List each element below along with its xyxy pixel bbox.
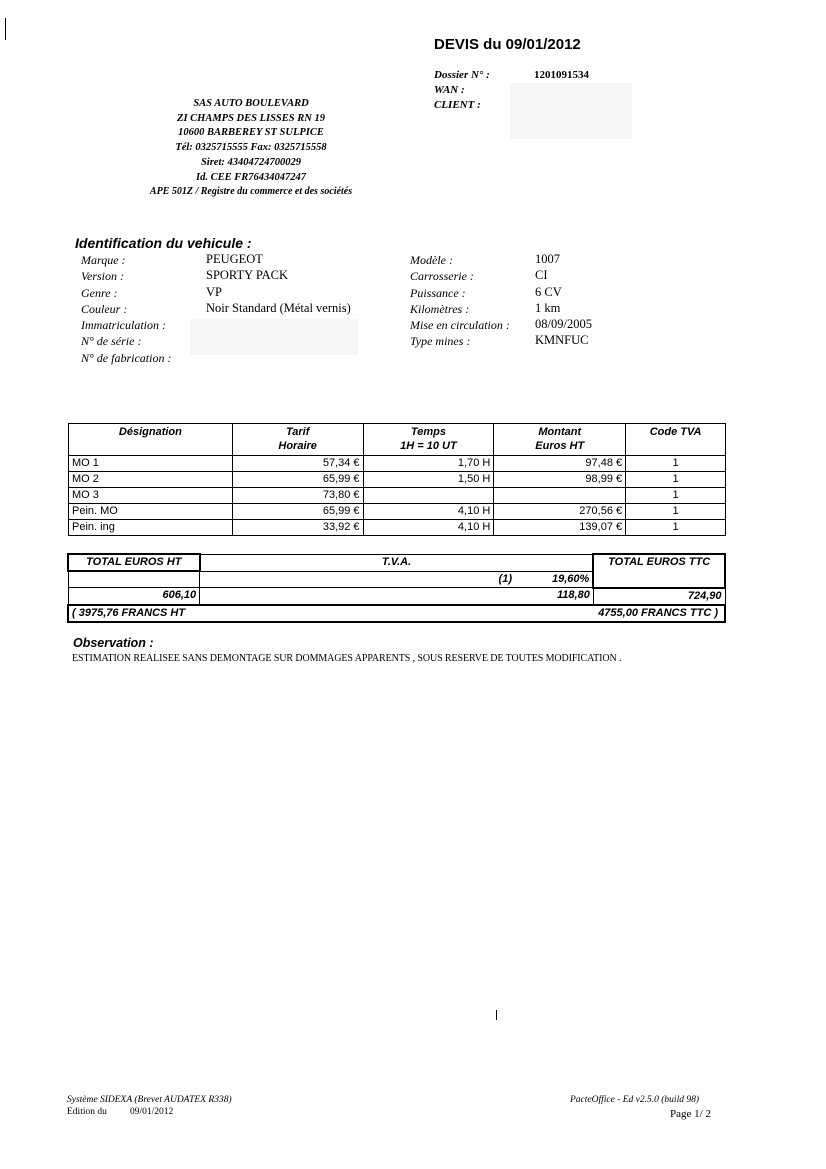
labor-lines-table	[68, 423, 726, 536]
cell-code-tva: 1	[626, 456, 726, 472]
cell-tarif: 73,80 €	[232, 488, 363, 504]
table-row	[69, 488, 726, 504]
cell-temps	[363, 488, 494, 504]
total-ht-label: TOTAL EUROS HT	[68, 554, 200, 571]
cell-temps: 1,70 H	[363, 456, 494, 472]
header-code-tva	[626, 424, 726, 456]
label-numero-fabrication: N° de fabrication :	[81, 351, 172, 365]
table-row	[69, 472, 726, 488]
totals-francs-row	[68, 605, 725, 622]
cell-designation: MO 1	[69, 456, 233, 472]
margin-tick-right	[496, 1010, 497, 1020]
cell-designation: Pein. ing	[69, 520, 233, 536]
total-ht-spacer	[68, 571, 200, 588]
dossier-value: 1201091534	[534, 69, 589, 81]
vehicle-section-title: Identification du vehicule :	[75, 235, 252, 251]
cell-temps: 4,10 H	[363, 520, 494, 536]
totals-header-row	[68, 554, 725, 571]
francs-ht: ( 3975,76 FRANCS HT	[72, 606, 186, 619]
company-name: SAS AUTO BOULEVARD	[193, 98, 309, 109]
table-row	[69, 504, 726, 520]
client-label: CLIENT :	[434, 99, 481, 111]
header-temps	[363, 424, 494, 456]
header-designation	[69, 424, 233, 456]
cell-montant: 97,48 €	[494, 456, 626, 472]
francs-cell	[68, 605, 725, 622]
cell-code-tva: 1	[626, 488, 726, 504]
label-kilometres: Kilomètres :	[410, 302, 470, 316]
cell-designation: MO 3	[69, 488, 233, 504]
company-street: ZI CHAMPS DES LISSES RN 19	[177, 112, 325, 124]
value-marque: PEUGEOT	[206, 252, 263, 266]
tva-rate-cell	[200, 571, 594, 588]
label-immatriculation: Immatriculation :	[81, 318, 166, 332]
header-montant-label: Montant	[538, 426, 582, 438]
cell-tarif: 57,34 €	[232, 456, 363, 472]
cell-tarif: 65,99 €	[232, 504, 363, 520]
tva-rate: 19,60%	[552, 572, 590, 585]
header-code-tva-label: Code TVA	[649, 426, 702, 438]
label-genre: Genre :	[81, 286, 118, 300]
header-tarif-label: Tarif	[285, 426, 310, 438]
wan-label: WAN :	[434, 84, 465, 96]
cell-designation: Pein. MO	[69, 504, 233, 520]
value-carrosserie: CI	[535, 268, 548, 282]
cell-montant	[494, 488, 626, 504]
header-montant	[494, 424, 626, 456]
label-numero-serie: N° de série :	[81, 334, 142, 348]
company-city: 10600 BARBEREY ST SULPICE	[178, 127, 324, 139]
value-type-mines: KMNFUC	[535, 333, 589, 347]
footer-edition-date: 09/01/2012	[130, 1107, 174, 1117]
cell-code-tva: 1	[626, 472, 726, 488]
cell-code-tva: 1	[626, 504, 726, 520]
label-carrosserie: Carrosserie :	[410, 269, 474, 283]
totals-value-row	[68, 588, 725, 605]
footer-system: Système SIDEXA (Brevet AUDATEX R338)	[67, 1095, 232, 1105]
tva-value: 118,80	[200, 588, 594, 605]
label-version: Version :	[81, 269, 124, 283]
footer-software: PacteOffice - Ed v2.5.0 (build 98)	[570, 1095, 700, 1105]
cell-tarif: 65,99 €	[232, 472, 363, 488]
redacted-registration	[190, 319, 358, 355]
value-mise-en-circulation: 08/09/2005	[535, 317, 592, 331]
header-montant-sub: Euros HT	[535, 440, 585, 452]
total-ttc-value: 724,90	[593, 588, 725, 605]
value-kilometres: 1 km	[535, 301, 561, 315]
observation-title: Observation :	[73, 636, 154, 650]
company-siret: Siret: 43404724700029	[200, 156, 302, 168]
footer-edition-label: Edition du	[67, 1107, 107, 1117]
header-tarif-sub: Horaire	[278, 440, 317, 452]
value-couleur: Noir Standard (Métal vernis)	[206, 301, 351, 315]
company-vat-id: Id. CEE FR76434047247	[196, 171, 306, 183]
cell-montant: 98,99 €	[494, 472, 626, 488]
value-version: SPORTY PACK	[206, 268, 289, 282]
tva-code: (1)	[498, 572, 512, 585]
company-address	[120, 97, 382, 200]
dossier-label: Dossier N° :	[434, 69, 490, 81]
header-temps-sub: 1H = 10 UT	[400, 440, 457, 452]
totals-table	[67, 553, 726, 623]
label-modele: Modèle :	[410, 253, 453, 267]
label-puissance: Puissance :	[410, 286, 466, 300]
total-ttc-label: TOTAL EUROS TTC	[593, 554, 725, 588]
total-ht-value: 606,10	[68, 588, 200, 605]
value-genre: VP	[206, 285, 222, 299]
francs-ttc: 4755,00 FRANCS TTC )	[598, 606, 718, 619]
cell-montant: 270,56 €	[494, 504, 626, 520]
footer-page-number: Page 1/ 2	[670, 1108, 711, 1120]
company-phone: Tél: 0325715555 Fax: 0325715558	[175, 142, 327, 154]
cell-temps: 4,10 H	[363, 504, 494, 520]
company-ape: APE 501Z / Registre du commerce et des sociétés	[149, 186, 353, 198]
value-puissance: 6 CV	[535, 285, 562, 299]
page-title: DEVIS du 09/01/2012	[434, 36, 581, 53]
value-modele: 1007	[535, 252, 560, 266]
cell-temps: 1,50 H	[363, 472, 494, 488]
table-row	[69, 520, 726, 536]
label-mise-en-circulation: Mise en circulation :	[410, 318, 510, 332]
redacted-client-block	[510, 83, 632, 139]
table-header-row	[69, 424, 726, 456]
observation-text: ESTIMATION REALISEE SANS DEMONTAGE SUR DOMMAGES APPARENTS , SOUS RESERVE DE TOUTES MODIFICATION .	[72, 653, 622, 664]
header-temps-label: Temps	[410, 426, 446, 438]
cell-code-tva: 1	[626, 520, 726, 536]
cell-tarif: 33,92 €	[232, 520, 363, 536]
label-marque: Marque :	[81, 253, 126, 267]
header-tarif	[232, 424, 363, 456]
cell-montant: 139,07 €	[494, 520, 626, 536]
label-type-mines: Type mines :	[410, 334, 471, 348]
tva-label: T.V.A.	[200, 554, 594, 571]
margin-tick-left	[5, 18, 6, 40]
header-designation-label: Désignation	[118, 426, 182, 438]
cell-designation: MO 2	[69, 472, 233, 488]
table-row	[69, 456, 726, 472]
label-couleur: Couleur :	[81, 302, 128, 316]
